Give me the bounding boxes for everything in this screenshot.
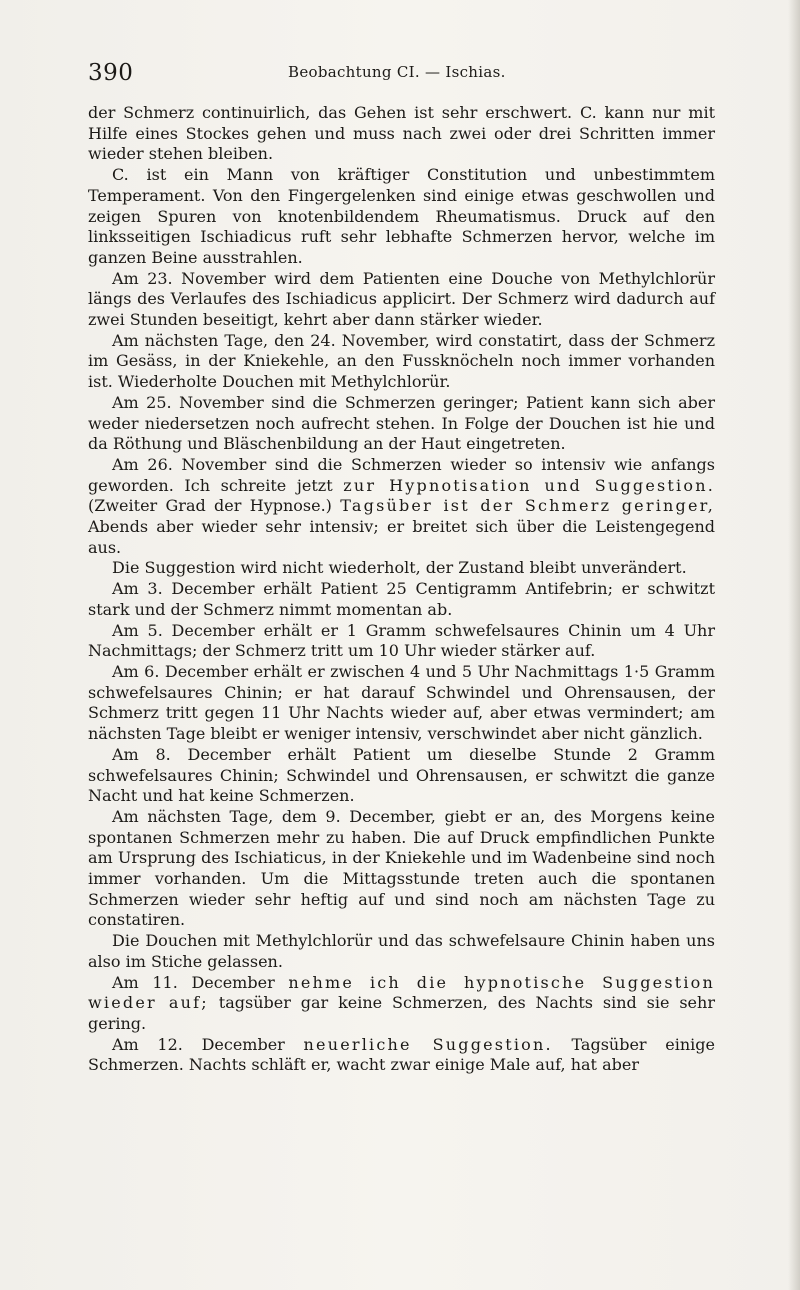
paragraph [88, 269, 715, 331]
paragraph-text: tagsüber gar keine Schmerzen, des Nachts sind sie sehr gering. [88, 993, 715, 1033]
paragraph-text: Die Douchen mit Methylchlorür und das schwefelsaure Chinin haben uns also im Stiche gelassen. [88, 931, 715, 971]
paragraph [88, 931, 715, 972]
running-head: Beobachtung CI. — Ischias. [288, 63, 506, 81]
spaced-emphasis-text: Tagsüber ist der Schmerz geringer, [340, 496, 716, 516]
paragraph [88, 165, 715, 269]
paragraph-text: Am 3. December erhält Patient 25 Centigramm Antifebrin; er schwitzt stark und der Schmerz nimmt momentan ab. [88, 579, 715, 619]
paragraph [88, 662, 715, 745]
paragraph-text: Am 6. December erhält er zwischen 4 und 5 Uhr Nachmittags 1·5 Gramm schwefelsaures Chinin; er hat darauf Schwindel und Ohrensausen, der Schmerz tritt gegen 11 Uhr Nachts wieder auf, aber etwas vermindert; am nächsten Tage bleibt er weniger intensiv, verschwindet aber nicht gänzlich. [88, 661, 715, 744]
spaced-emphasis-text: neuerliche Suggestion. [303, 1034, 553, 1054]
paragraph-text: Am 23. November wird dem Patienten eine Douche von Methylchlorür längs des Verlaufes des Ischiadicus applicirt. Der Schmerz wird dadurch auf zwei Stunden beseitigt, kehrt aber dann stärker wieder. [88, 268, 715, 330]
paragraph [88, 393, 715, 455]
body-text [88, 103, 715, 1076]
page-edge-shadow [788, 0, 800, 1290]
paragraph-text: Am 8. December erhält Patient um dieselbe Stunde 2 Gramm schwefelsaures Chinin; Schwindel und Ohrensausen, er schwitzt die ganze Nacht und hat keine Schmerzen. [88, 744, 715, 806]
page-header [88, 60, 718, 90]
paragraph [88, 579, 715, 620]
paragraph-text: (Zweiter Grad der Hypnose.) [88, 496, 341, 516]
paragraph-text: Am 12. December [112, 1034, 304, 1054]
paragraph [88, 331, 715, 393]
paragraph-text: Am 25. November sind die Schmerzen geringer; Patient kann sich aber weder niedersetzen noch aufrecht stehen. In Folge der Douchen ist hie und da Röthung und Bläschenbildung an der Haut eingetreten. [88, 392, 715, 454]
paragraph-text: Die Suggestion wird nicht wiederholt, der Zustand bleibt unverändert. [112, 558, 687, 578]
paragraph-text: Am nächsten Tage, den 24. November, wird constatirt, dass der Schmerz im Gesäss, in der Kniekehle, an den Fussknöcheln noch immer vorhanden ist. Wiederholte Douchen mit Methylchlorür. [88, 330, 715, 392]
spaced-emphasis-text: nehme ich die hypnotische Suggestion wieder auf; [88, 972, 716, 1013]
spaced-emphasis-text: zur Hypnotisation und Suggestion. [343, 475, 716, 495]
page-number: 390 [88, 60, 134, 86]
paragraph [88, 807, 715, 931]
paragraph [88, 621, 715, 662]
paragraph-text: Am 5. December erhält er 1 Gramm schwefelsaures Chinin um 4 Uhr Nachmittags; der Schmerz tritt um 10 Uhr wieder stärker auf. [88, 620, 715, 661]
paragraph [88, 558, 715, 579]
paragraph [88, 103, 715, 165]
paragraph [88, 745, 715, 807]
paragraph-text: C. ist ein Mann von kräftiger Constitution und unbestimmtem Temperament. Von den Fingergelenken sind einige etwas geschwollen und zeigen Spuren von knotenbildendem Rheumatismus. Druck auf den linksseitigen Ischiadicus ruft sehr lebhafte Schmerzen hervor, welche im ganzen Beine ausstrahlen. [88, 165, 715, 267]
paragraph [88, 973, 715, 1035]
paragraph [88, 1035, 715, 1076]
paragraph-text: Tagsüber einige Schmerzen. Nachts schläft er, wacht zwar einige Male auf, hat aber [88, 1034, 715, 1075]
paragraph-text: der Schmerz continuirlich, das Gehen ist sehr erschwert. C. kann nur mit Hilfe eines Stockes gehen und muss nach zwei oder drei Schritten immer wieder stehen bleiben. [88, 103, 715, 164]
paragraph-text: Am 26. November sind die Schmerzen wieder so intensiv wie anfangs geworden. Ich schreite jetzt [88, 454, 715, 495]
paragraph [88, 455, 715, 559]
paragraph-text: Am nächsten Tage, dem 9. December, giebt er an, des Morgens keine spontanen Schmerzen mehr zu haben. Die auf Druck empfindlichen Punkte am Ursprung des Ischiaticus, in der Kniekehle und im Wadenbeine sind noch immer vorhanden. Um die Mittagsstunde treten auch die spontanen Schmerzen wieder sehr heftig auf und sind noch am nächsten Tage zu constatiren. [88, 806, 715, 930]
paragraph-text: Am 11. December [112, 972, 289, 992]
paragraph-text: Abends aber wieder sehr intensiv; er breitet sich über die Leistengegend aus. [88, 517, 715, 557]
